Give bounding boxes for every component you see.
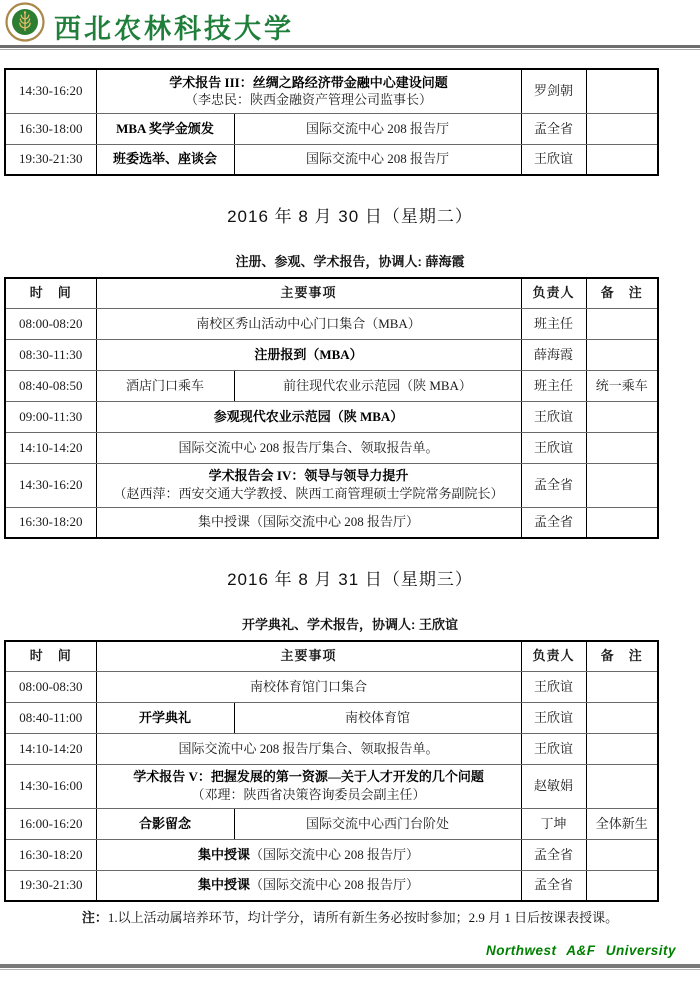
event-cell [96,839,521,870]
column-header: 主要事项 [96,278,521,308]
event-line [99,678,519,696]
event-cell [96,764,521,808]
schedule-row [5,69,658,113]
owner-cell: 孟全省 [521,870,586,901]
owner-cell: 丁坤 [521,808,586,839]
university-name: 西北农林科技大学 [54,14,294,44]
event-cell [96,870,521,901]
schedule-table [4,640,659,902]
schedule-row [5,370,658,401]
event-text: 国际交流中心 208 报告厅集合、领取报告单。 [178,740,439,756]
event-title: 学术报告 V：把握发展的第一资源—关于人才开发的几个问题 [133,769,484,785]
event-cell: 合影留念 [96,808,234,839]
schedule-row [5,839,658,870]
remark-cell [586,764,658,808]
remark-cell [586,702,658,733]
remark-cell [586,839,658,870]
event-text: 南校区秀山活动中心门口集合（MBA） [196,315,421,331]
event-line [99,467,519,485]
column-header: 主要事项 [96,641,521,671]
event-cell [96,339,521,370]
time-cell: 19:30-21:30 [5,870,96,901]
remark-cell [586,432,658,463]
event-cell [96,308,521,339]
owner-cell: 王欣谊 [521,432,586,463]
time-cell: 14:30-16:20 [5,463,96,507]
schedule-row [5,808,658,839]
date-heading: 2016 年 8 月 30 日（星期二） [227,207,473,226]
column-header: 备 注 [586,641,658,671]
time-cell: 14:30-16:20 [5,69,96,113]
event-title: 集中授课 [197,846,250,862]
schedule-row [5,870,658,901]
header-rule [0,45,700,50]
university-name-english: Northwest A&F University [485,943,676,958]
event-line [99,513,519,531]
event-cell: MBA 奖学金颁发 [96,113,234,144]
remark-cell [586,870,658,901]
remark-cell [586,113,658,144]
event-line [99,740,519,758]
remark-cell [586,671,658,702]
owner-cell: 孟全省 [521,507,586,538]
event-cell [96,432,521,463]
time-cell: 08:00-08:30 [5,671,96,702]
remark-cell [586,733,658,764]
event-line [99,439,519,457]
remark-cell: 全体新生 [586,808,658,839]
time-cell: 16:30-18:20 [5,839,96,870]
time-cell: 14:10-14:20 [5,432,96,463]
event-text: 国际交流中心 208 报告厅集合、领取报告单。 [178,439,439,455]
owner-cell: 孟全省 [521,463,586,507]
owner-cell: 薛海霞 [521,339,586,370]
schedule-row [5,507,658,538]
remark-cell [586,144,658,175]
time-cell: 08:40-08:50 [5,370,96,401]
remark-cell [586,69,658,113]
event-line [99,408,519,426]
time-cell: 16:30-18:00 [5,113,96,144]
event-title: 参观现代农业示范园（陕 MBA） [213,408,404,424]
time-cell: 08:40-11:00 [5,702,96,733]
owner-cell: 孟全省 [521,113,586,144]
event-line [99,876,519,894]
event-cell: 班委选举、座谈会 [96,144,234,175]
schedule-row [5,401,658,432]
location-cell: 国际交流中心西门台阶处 [234,808,521,839]
event-cell: 酒店门口乘车 [96,370,234,401]
event-speaker: （邓理：陕西省决策咨询委员会副主任） [191,787,426,802]
date-heading: 2016 年 8 月 31 日（星期三） [227,570,473,589]
schedule-row [5,432,658,463]
schedule-row [5,308,658,339]
event-title: 学术报告会 IV：领导与领导力提升 [208,468,409,484]
event-cell [96,507,521,538]
owner-cell: 班主任 [521,370,586,401]
column-header: 负责人 [521,641,586,671]
owner-cell: 王欣谊 [521,144,586,175]
schedule-row [5,671,658,702]
footnote-label: 注： [81,910,108,925]
schedule-row [5,702,658,733]
time-cell: 14:10-14:20 [5,733,96,764]
schedule-document [0,68,700,902]
continued-schedule-table [4,68,659,176]
page-header [0,0,700,51]
remark-cell [586,463,658,507]
remark-cell [586,401,658,432]
remark-cell [586,339,658,370]
schedule-row [5,144,658,175]
event-line [99,346,519,364]
event-line [99,846,519,864]
owner-cell: 王欣谊 [521,702,586,733]
event-text: （国际交流中心 208 报告厅） [250,877,420,893]
event-title: 注册报到（MBA） [254,346,363,362]
event-cell [96,463,521,507]
event-cell [96,733,521,764]
event-text: （国际交流中心 208 报告厅） [250,846,420,862]
university-seal-icon [5,2,45,42]
footer-rule [0,964,700,970]
coordinator-subheading: 注册、参观、学术报告，协调人: 薛海霞 [235,254,465,269]
column-header: 时 间 [5,641,96,671]
owner-cell: 王欣谊 [521,733,586,764]
schedule-row [5,113,658,144]
schedule-row [5,339,658,370]
footnote [0,909,700,927]
owner-cell: 王欣谊 [521,401,586,432]
column-header: 负责人 [521,278,586,308]
schedule-row [5,733,658,764]
remark-cell [586,308,658,339]
event-line [99,768,519,786]
table-header-row [5,641,658,671]
time-cell: 09:00-11:30 [5,401,96,432]
location-cell: 前往现代农业示范园（陕 MBA） [234,370,521,401]
coordinator-subheading: 开学典礼、学术报告，协调人: 王欣谊 [242,617,458,632]
location-cell: 国际交流中心 208 报告厅 [234,113,521,144]
table-header-row [5,278,658,308]
schedule-row [5,463,658,507]
location-cell: 国际交流中心 208 报告厅 [234,144,521,175]
event-title: 集中授课 [197,877,250,893]
event-line [99,315,519,333]
remark-cell: 统一乘车 [586,370,658,401]
event-cell [96,69,521,113]
column-header: 时 间 [5,278,96,308]
event-text: 集中授课（国际交流中心 208 报告厅） [198,514,420,530]
event-text: 南校体育馆门口集合 [250,678,368,694]
time-cell: 19:30-21:30 [5,144,96,175]
event-cell [96,401,521,432]
location-cell: 南校体育馆 [234,702,521,733]
owner-cell: 罗剑朝 [521,69,586,113]
owner-cell: 赵敏娟 [521,764,586,808]
owner-cell: 班主任 [521,308,586,339]
event-speaker: （赵西萍：西安交通大学教授、陕西工商管理硕士学院常务副院长） [113,486,504,501]
time-cell: 16:00-16:20 [5,808,96,839]
column-header: 备 注 [586,278,658,308]
remark-cell [586,507,658,538]
time-cell: 14:30-16:00 [5,764,96,808]
event-cell [96,671,521,702]
event-speaker: （李忠民：陕西金融资产管理公司监事长） [184,92,432,108]
schedule-table [4,277,659,539]
time-cell: 08:00-08:20 [5,308,96,339]
event-title: 学术报告 III：丝绸之路经济带金融中心建设问题 [169,74,448,90]
owner-cell: 孟全省 [521,839,586,870]
event-cell: 开学典礼 [96,702,234,733]
schedule-row [5,764,658,808]
owner-cell: 王欣谊 [521,671,586,702]
footnote-text: 1.以上活动属培养环节，均计学分，请所有新生务必按时参加；2.9 月 1 日后按课表授课。 [107,910,619,925]
event-line [99,74,519,92]
time-cell: 16:30-18:20 [5,507,96,538]
time-cell: 08:30-11:30 [5,339,96,370]
